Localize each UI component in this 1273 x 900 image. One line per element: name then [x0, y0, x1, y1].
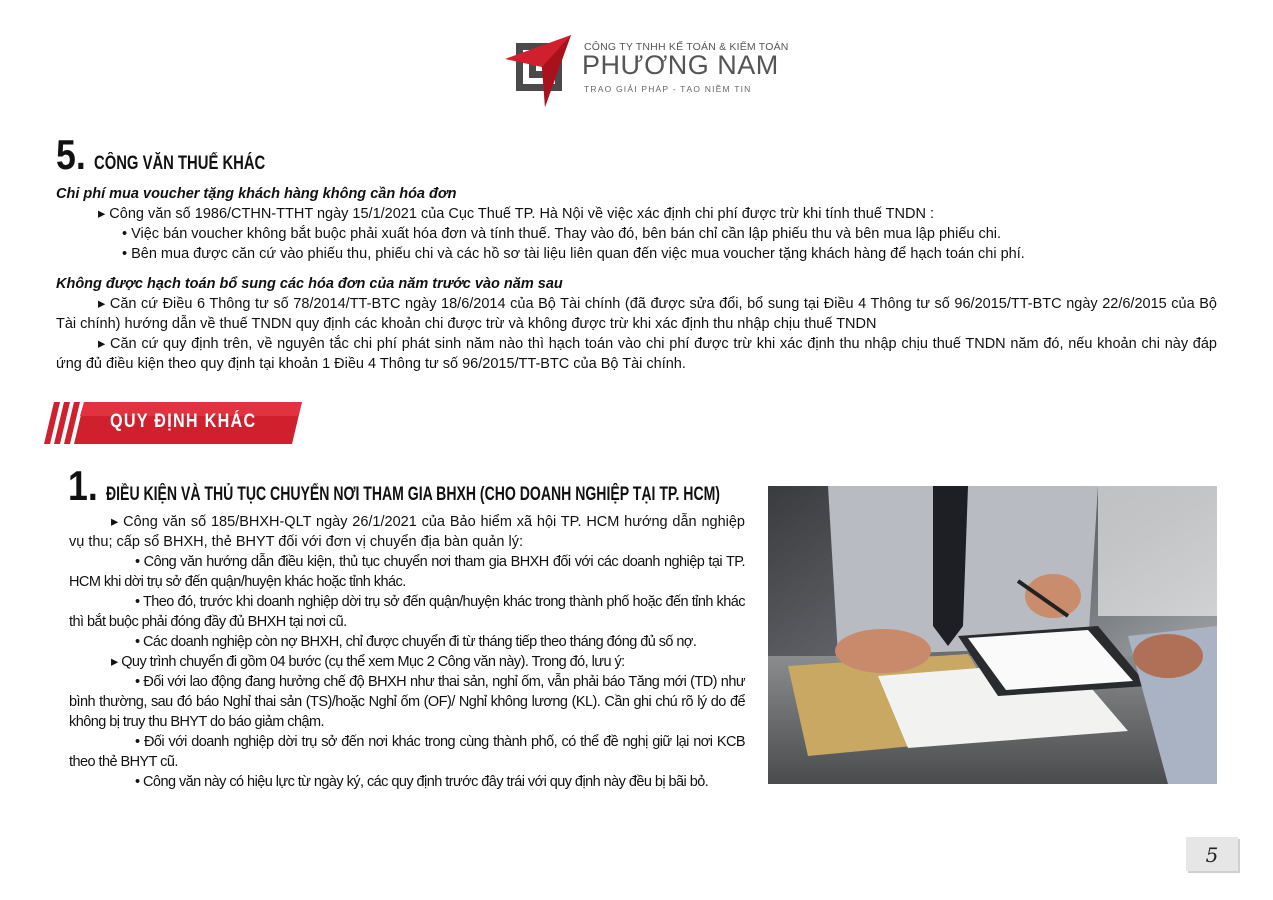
section1-para-3: • Theo đó, trước khi doanh nghiệp dời trụ sở đến quận/huyện khác trong thành phố hoặc đến tỉnh khác thì bắt buộc phải đóng đầy đủ BHXH tại nơi cũ.: [69, 594, 745, 630]
business-meeting-photo: [768, 486, 1217, 784]
block2-title: Không được hạch toán bổ sung các hóa đơn của năm trước vào năm sau: [56, 276, 563, 292]
section1-para-6: • Đối với lao động đang hưởng chế độ BHXH như thai sản, nghỉ ốm, vẫn phải báo Tăng mới (TD) như bình thường, sau đó báo Nghỉ thai sản (TS)/hoặc Nghỉ ốm (OF)/ Nghỉ không lương (KL). Cần ghi chú rõ lý do để không bị truy thu BHYT do báo giảm chậm.: [69, 674, 745, 730]
section1-para-5: ▸ Quy trình chuyển đi gồm 04 bước (cụ thể xem Mục 2 Công văn này). Trong đó, lưu ý:: [111, 654, 625, 670]
block1-line-3: • Bên mua được căn cứ vào phiếu thu, phiếu chi và các hồ sơ tài liệu liên quan đến việc mua voucher tặng khách hàng để hạch toán chi phí.: [122, 246, 1025, 262]
banner-label: QUY ĐỊNH KHÁC: [110, 411, 257, 432]
company-line: CÔNG TY TNHH KẾ TOÁN & KIỂM TOÁN: [584, 41, 789, 53]
block2-para-1: ▸ Căn cứ Điều 6 Thông tư số 78/2014/TT-BTC ngày 18/6/2014 của Bộ Tài chính (đã được sửa đổi, bổ sung tại Điều 4 Thông tư số 96/2015/TT-BTC ngày 22/6/2015 của Bộ Tài chính) hướng dẫn về thuế TNDN quy định các khoản chi được trừ và không được trừ khi xác định thu nhập chịu thuế TNDN: [56, 296, 1217, 332]
company-logo-icon: [505, 33, 575, 108]
block1-line-1: ▸ Công văn số 1986/CTHN-TTHT ngày 15/1/2021 của Cục Thuế TP. Hà Nội về việc xác định chi phí được trừ khi tính thuế TNDN :: [98, 206, 934, 222]
section1-para-1: ▸ Công văn số 185/BHXH-QLT ngày 26/1/2021 của Bảo hiểm xã hội TP. HCM hướng dẫn nghiệp vụ thu; cấp sổ BHXH, thẻ BHYT đối với đơn vị chuyển địa bàn quản lý:: [69, 514, 745, 550]
block1-title: Chi phí mua voucher tặng khách hàng không cần hóa đơn: [56, 186, 457, 202]
company-name: PHƯƠNG NAM: [582, 50, 779, 80]
section5-title: CÔNG VĂN THUẾ KHÁC: [94, 153, 266, 174]
section1-para-4: • Các doanh nghiệp còn nợ BHXH, chỉ được chuyển đi từ tháng tiếp theo tháng đóng đủ số nợ.: [135, 634, 697, 650]
section1-number: 1.: [68, 462, 98, 509]
page-number: 5: [1205, 843, 1219, 867]
section1-para-8: • Công văn này có hiệu lực từ ngày ký, các quy định trước đây trái với quy định này đều bị bãi bỏ.: [135, 774, 709, 790]
block2-para-2: ▸ Căn cứ quy định trên, về nguyên tắc chi phí phát sinh năm nào thì hạch toán vào chi phí được trừ khi xác định thu nhập chịu thuế TNDN năm đó, nếu khoản chi này đáp ứng đủ điều kiện theo quy định tại khoản 1 Điều 4 Thông tư số 96/2015/TT-BTC của Bộ Tài chính.: [56, 336, 1217, 372]
section5-number: 5.: [56, 131, 86, 178]
section1-para-7: • Đối với doanh nghiệp dời trụ sở đến nơi khác trong cùng thành phố, có thể đề nghị giữ lại nơi KCB theo thẻ BHYT cũ.: [69, 734, 745, 770]
block1-line-2: • Việc bán voucher không bắt buộc phải xuất hóa đơn và tính thuế. Thay vào đó, bên bán chỉ cần lập phiếu thu và bên mua lập phiếu chi.: [122, 226, 1002, 242]
section1-title: ĐIỀU KIỆN VÀ THỦ TỤC CHUYỂN NƠI THAM GIA BHXH (CHO DOANH NGHIỆP TẠI TP. HCM): [106, 484, 720, 505]
company-tagline: TRAO GIẢI PHÁP - TẠO NIỀM TIN: [584, 84, 752, 94]
section1-para-2: • Công văn hướng dẫn điều kiện, thủ tục chuyển nơi tham gia BHXH đối với các doanh nghiệp tại TP. HCM khi dời trụ sở đến quận/huyện khác hoặc tỉnh khác.: [69, 554, 745, 590]
